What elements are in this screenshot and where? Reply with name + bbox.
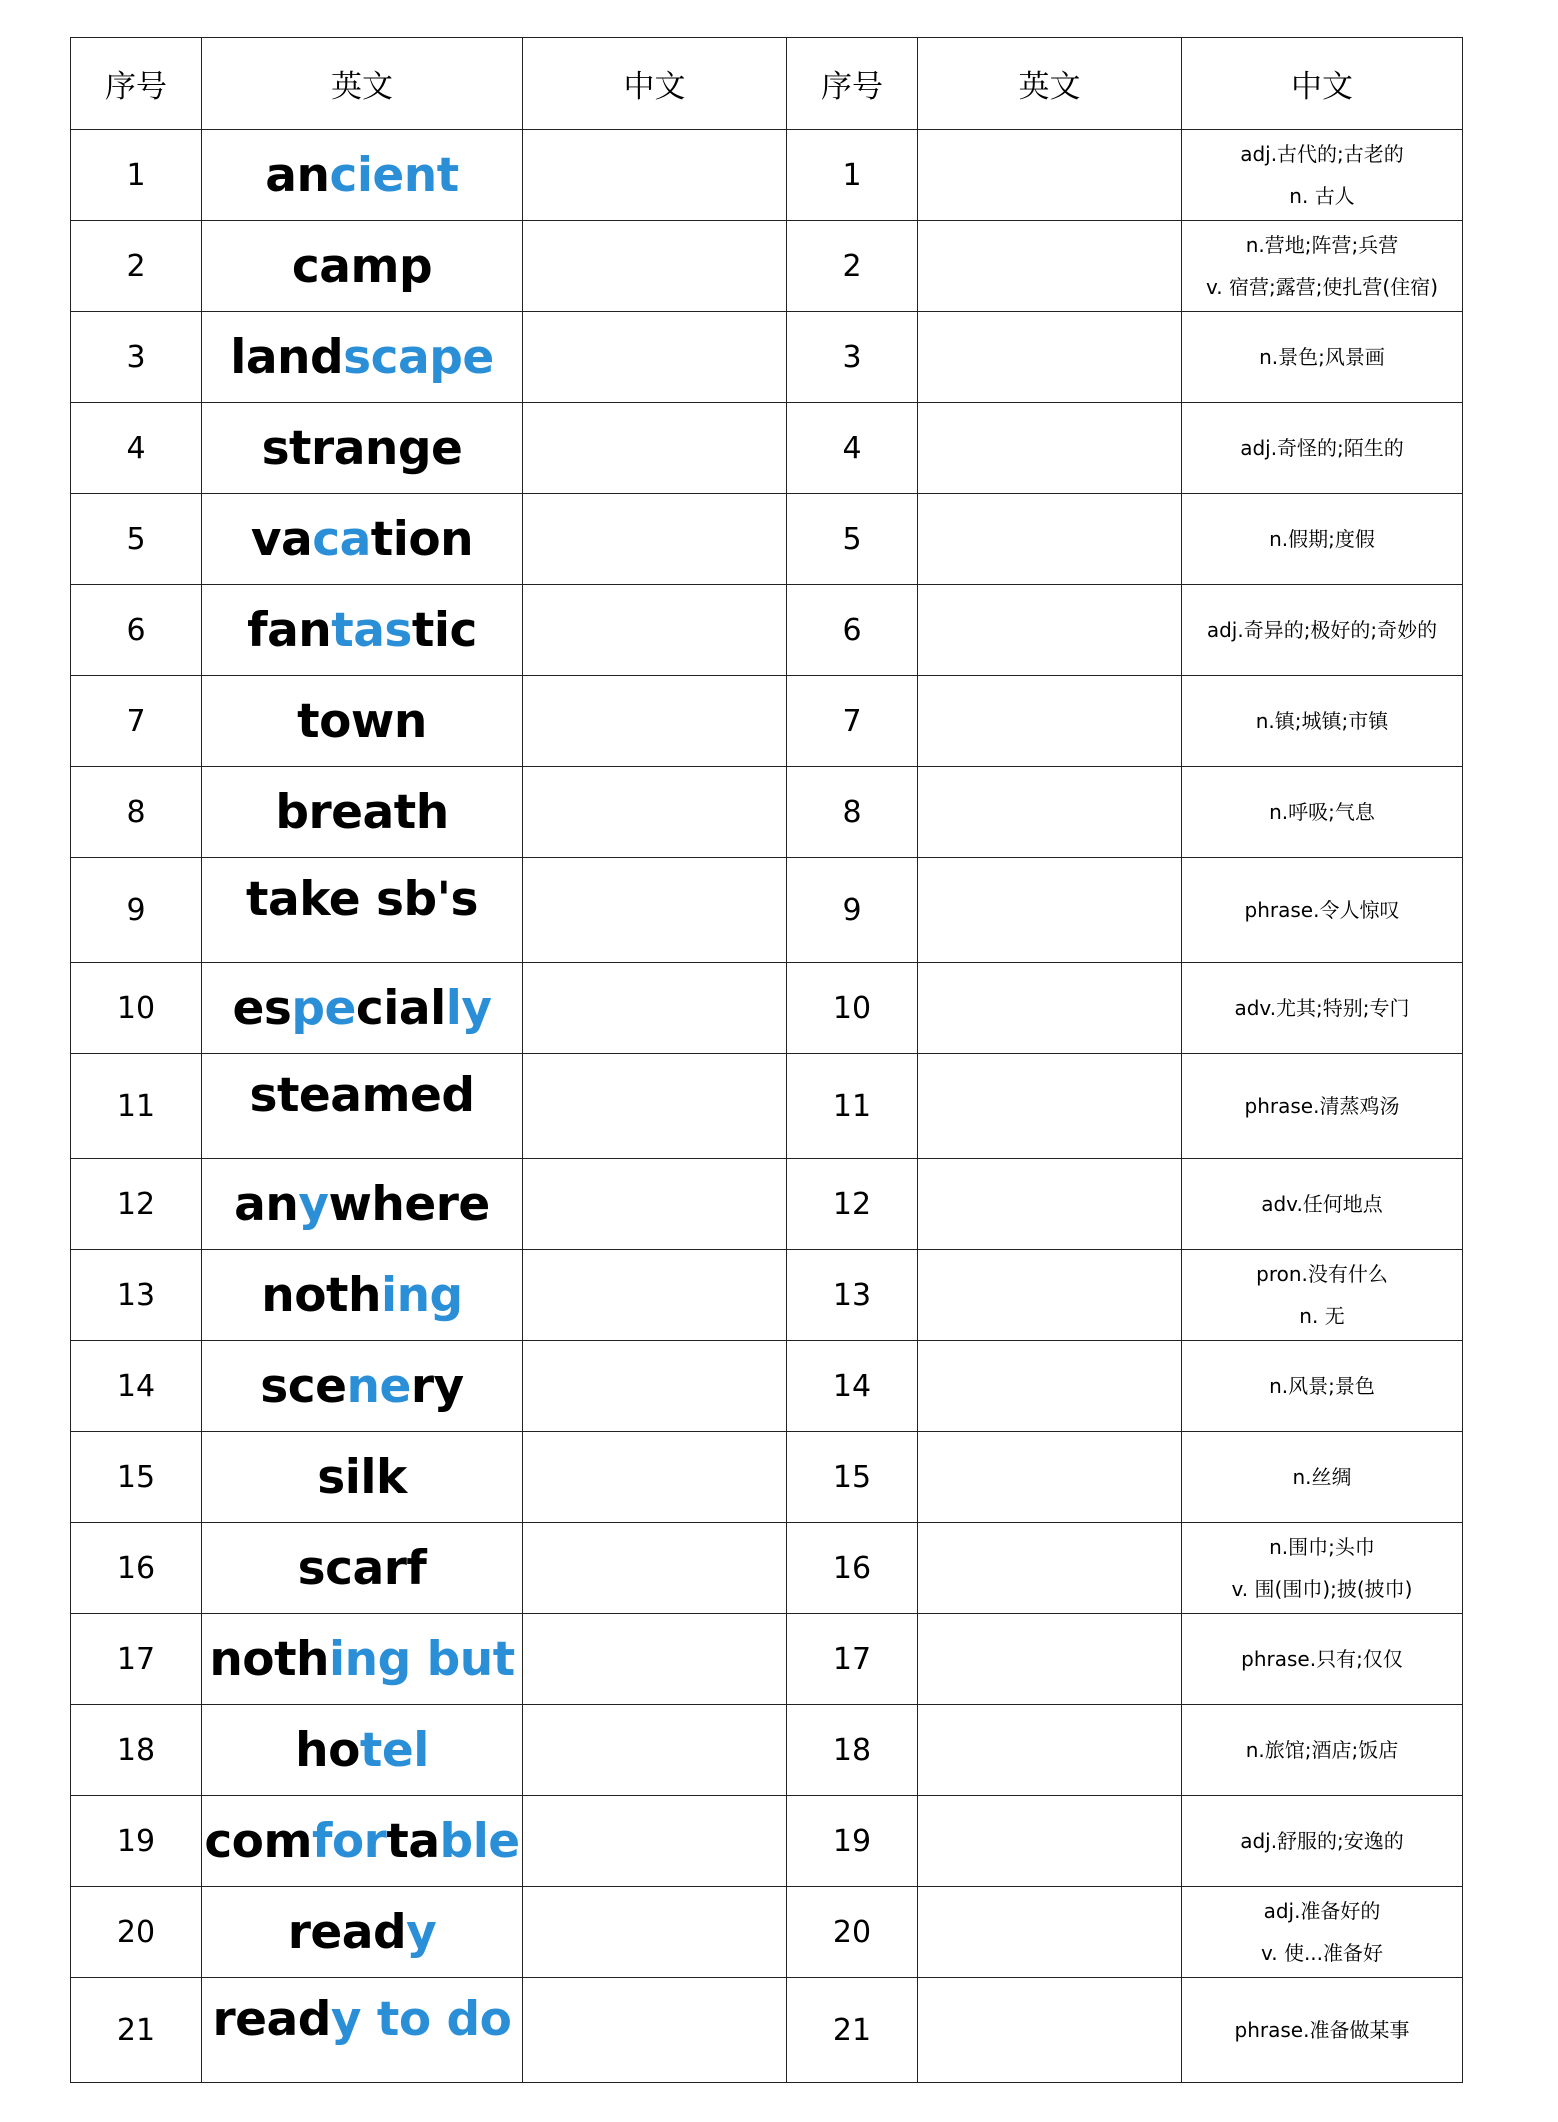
chinese-meaning bbox=[1182, 494, 1463, 585]
word-segment: camp bbox=[291, 238, 433, 294]
english-word bbox=[202, 585, 523, 676]
chinese-meaning bbox=[1182, 1523, 1463, 1614]
meaning-line: n.假期;度假 bbox=[1269, 527, 1375, 551]
table-row bbox=[71, 403, 1463, 494]
row-index-left: 8 bbox=[71, 767, 202, 858]
english-word bbox=[202, 221, 523, 312]
table-row bbox=[71, 963, 1463, 1054]
row-index-left: 3 bbox=[71, 312, 202, 403]
row-index-left: 7 bbox=[71, 676, 202, 767]
english-blank-right bbox=[918, 1705, 1182, 1796]
meaning-line: phrase.准备做某事 bbox=[1234, 2018, 1410, 2042]
row-index-left: 20 bbox=[71, 1887, 202, 1978]
row-index-left: 21 bbox=[71, 1978, 202, 2083]
word-segment: ta bbox=[386, 1813, 440, 1869]
word-highlight-segment: cient bbox=[329, 147, 459, 203]
meaning-line: adj.奇怪的;陌生的 bbox=[1240, 436, 1404, 460]
row-index-right: 19 bbox=[787, 1796, 918, 1887]
english-blank-right bbox=[918, 585, 1182, 676]
header-index-left: 序号 bbox=[71, 38, 202, 130]
english-word bbox=[202, 403, 523, 494]
word-segment: fan bbox=[247, 602, 332, 658]
row-index-right: 12 bbox=[787, 1159, 918, 1250]
table-row bbox=[71, 1523, 1463, 1614]
word-segment: noth bbox=[261, 1267, 381, 1323]
word-highlight-segment: ne bbox=[346, 1358, 411, 1414]
word-highlight-segment: y bbox=[298, 1176, 329, 1232]
english-word bbox=[202, 312, 523, 403]
row-index-left: 1 bbox=[71, 130, 202, 221]
meaning-line: phrase.只有;仅仅 bbox=[1241, 1647, 1403, 1671]
chinese-meaning bbox=[1182, 1432, 1463, 1523]
word-segment: sce bbox=[260, 1358, 347, 1414]
english-blank-right bbox=[918, 1054, 1182, 1159]
word-highlight-segment: ble bbox=[439, 1813, 520, 1869]
meaning-line: n.营地;阵营;兵营 bbox=[1245, 233, 1399, 257]
row-index-right: 20 bbox=[787, 1887, 918, 1978]
word-highlight-segment: scape bbox=[343, 329, 494, 385]
chinese-blank-left bbox=[523, 1887, 787, 1978]
english-word bbox=[202, 1159, 523, 1250]
english-word bbox=[202, 1705, 523, 1796]
word-segment: read bbox=[287, 1904, 407, 1960]
chinese-meaning bbox=[1182, 1887, 1463, 1978]
word-segment: an bbox=[265, 147, 330, 203]
english-blank-right bbox=[918, 312, 1182, 403]
word-highlight-segment: tel bbox=[359, 1722, 429, 1778]
english-word bbox=[202, 858, 523, 963]
english-word bbox=[202, 1054, 523, 1159]
english-word bbox=[202, 1796, 523, 1887]
row-index-left: 19 bbox=[71, 1796, 202, 1887]
english-blank-right bbox=[918, 858, 1182, 963]
table-row bbox=[71, 312, 1463, 403]
meaning-line: n. 古人 bbox=[1289, 184, 1355, 208]
chinese-meaning bbox=[1182, 585, 1463, 676]
chinese-meaning bbox=[1182, 963, 1463, 1054]
word-segment: com bbox=[204, 1813, 312, 1869]
meaning-line: v. 围(围巾);披(披巾) bbox=[1231, 1577, 1413, 1601]
row-index-right: 14 bbox=[787, 1341, 918, 1432]
table-row bbox=[71, 1250, 1463, 1341]
english-word bbox=[202, 130, 523, 221]
header-chinese-right: 中文 bbox=[1182, 38, 1463, 130]
row-index-left: 13 bbox=[71, 1250, 202, 1341]
row-index-right: 18 bbox=[787, 1705, 918, 1796]
row-index-left: 12 bbox=[71, 1159, 202, 1250]
chinese-blank-left bbox=[523, 403, 787, 494]
word-highlight-segment: for bbox=[311, 1813, 387, 1869]
row-index-left: 10 bbox=[71, 963, 202, 1054]
row-index-right: 5 bbox=[787, 494, 918, 585]
word-highlight-segment: ca bbox=[312, 511, 371, 567]
meaning-line: n.围巾;头巾 bbox=[1269, 1535, 1375, 1559]
english-blank-right bbox=[918, 1159, 1182, 1250]
meaning-line: n.景色;风景画 bbox=[1259, 345, 1385, 369]
word-highlight-segment: tas bbox=[331, 602, 412, 658]
english-word bbox=[202, 767, 523, 858]
row-index-right: 2 bbox=[787, 221, 918, 312]
english-blank-right bbox=[918, 963, 1182, 1054]
table-row bbox=[71, 1159, 1463, 1250]
row-index-right: 17 bbox=[787, 1614, 918, 1705]
chinese-blank-left bbox=[523, 1341, 787, 1432]
row-index-right: 13 bbox=[787, 1250, 918, 1341]
row-index-left: 5 bbox=[71, 494, 202, 585]
chinese-blank-left bbox=[523, 858, 787, 963]
chinese-blank-left bbox=[523, 585, 787, 676]
row-index-right: 3 bbox=[787, 312, 918, 403]
meaning-line: pron.没有什么 bbox=[1256, 1262, 1388, 1286]
row-index-left: 11 bbox=[71, 1054, 202, 1159]
word-highlight-segment: ing but bbox=[329, 1631, 515, 1687]
word-segment: cial bbox=[355, 980, 446, 1036]
chinese-blank-left bbox=[523, 1523, 787, 1614]
row-index-left: 16 bbox=[71, 1523, 202, 1614]
row-index-left: 6 bbox=[71, 585, 202, 676]
meaning-line: n.旅馆;酒店;饭店 bbox=[1245, 1738, 1399, 1762]
chinese-blank-left bbox=[523, 1250, 787, 1341]
meaning-line: adj.舒服的;安逸的 bbox=[1240, 1829, 1404, 1853]
word-segment: steamed bbox=[249, 1068, 475, 1123]
meaning-line: adj.准备好的 bbox=[1263, 1899, 1381, 1923]
chinese-blank-left bbox=[523, 221, 787, 312]
english-word bbox=[202, 1523, 523, 1614]
meaning-line: adj.古代的;古老的 bbox=[1240, 142, 1404, 166]
english-blank-right bbox=[918, 494, 1182, 585]
english-blank-right bbox=[918, 1250, 1182, 1341]
chinese-blank-left bbox=[523, 1432, 787, 1523]
english-blank-right bbox=[918, 676, 1182, 767]
meaning-line: adj.奇异的;极好的;奇妙的 bbox=[1206, 618, 1438, 642]
word-segment: ho bbox=[295, 1722, 360, 1778]
table-row bbox=[71, 1978, 1463, 2083]
chinese-meaning bbox=[1182, 1705, 1463, 1796]
chinese-blank-left bbox=[523, 1614, 787, 1705]
chinese-meaning bbox=[1182, 312, 1463, 403]
word-highlight-segment: y bbox=[406, 1904, 437, 1960]
english-word bbox=[202, 1614, 523, 1705]
english-blank-right bbox=[918, 1887, 1182, 1978]
word-highlight-segment: y to do bbox=[330, 1992, 512, 2047]
word-segment: strange bbox=[261, 420, 463, 476]
chinese-meaning bbox=[1182, 403, 1463, 494]
row-index-right: 15 bbox=[787, 1432, 918, 1523]
header-chinese-left: 中文 bbox=[523, 38, 787, 130]
table-row bbox=[71, 1054, 1463, 1159]
meaning-line: phrase.清蒸鸡汤 bbox=[1244, 1094, 1400, 1118]
word-segment: an bbox=[234, 1176, 299, 1232]
row-index-right: 6 bbox=[787, 585, 918, 676]
chinese-meaning bbox=[1182, 1796, 1463, 1887]
meaning-line: v. 使...准备好 bbox=[1260, 1941, 1384, 1965]
row-index-right: 16 bbox=[787, 1523, 918, 1614]
table-row bbox=[71, 1796, 1463, 1887]
chinese-meaning bbox=[1182, 1250, 1463, 1341]
header-index-right: 序号 bbox=[787, 38, 918, 130]
row-index-right: 8 bbox=[787, 767, 918, 858]
table-header-row bbox=[71, 38, 1463, 130]
word-segment: es bbox=[232, 980, 292, 1036]
english-word bbox=[202, 1887, 523, 1978]
row-index-left: 14 bbox=[71, 1341, 202, 1432]
table-row bbox=[71, 767, 1463, 858]
meaning-line: adv.任何地点 bbox=[1261, 1192, 1383, 1216]
row-index-right: 9 bbox=[787, 858, 918, 963]
chinese-blank-left bbox=[523, 1159, 787, 1250]
word-segment: land bbox=[230, 329, 344, 385]
chinese-blank-left bbox=[523, 494, 787, 585]
chinese-meaning bbox=[1182, 1978, 1463, 2083]
header-english-right: 英文 bbox=[918, 38, 1182, 130]
chinese-meaning bbox=[1182, 676, 1463, 767]
chinese-meaning bbox=[1182, 1341, 1463, 1432]
vocabulary-table bbox=[70, 37, 1463, 2083]
word-segment: ry bbox=[410, 1358, 464, 1414]
row-index-right: 4 bbox=[787, 403, 918, 494]
table-body bbox=[71, 130, 1463, 2083]
row-index-right: 21 bbox=[787, 1978, 918, 2083]
meaning-line: adv.尤其;特别;专门 bbox=[1234, 996, 1410, 1020]
row-index-left: 9 bbox=[71, 858, 202, 963]
chinese-meaning bbox=[1182, 130, 1463, 221]
row-index-left: 2 bbox=[71, 221, 202, 312]
word-segment: town bbox=[297, 693, 427, 749]
english-word bbox=[202, 1432, 523, 1523]
meaning-line: n.丝绸 bbox=[1292, 1465, 1352, 1489]
english-blank-right bbox=[918, 1614, 1182, 1705]
word-highlight-segment: ing bbox=[380, 1267, 463, 1323]
english-blank-right bbox=[918, 221, 1182, 312]
word-highlight-segment: ly bbox=[445, 980, 492, 1036]
row-index-right: 11 bbox=[787, 1054, 918, 1159]
word-segment: va bbox=[250, 511, 313, 567]
table-row bbox=[71, 221, 1463, 312]
header-english-left: 英文 bbox=[202, 38, 523, 130]
chinese-meaning bbox=[1182, 1614, 1463, 1705]
chinese-meaning bbox=[1182, 221, 1463, 312]
table-row bbox=[71, 494, 1463, 585]
table-row bbox=[71, 1887, 1463, 1978]
english-blank-right bbox=[918, 1523, 1182, 1614]
english-blank-right bbox=[918, 130, 1182, 221]
chinese-blank-left bbox=[523, 312, 787, 403]
chinese-blank-left bbox=[523, 1054, 787, 1159]
row-index-right: 1 bbox=[787, 130, 918, 221]
word-segment: tion bbox=[370, 511, 474, 567]
word-segment: take sb's bbox=[246, 872, 478, 927]
row-index-right: 10 bbox=[787, 963, 918, 1054]
table-row bbox=[71, 1432, 1463, 1523]
english-blank-right bbox=[918, 1796, 1182, 1887]
table-row bbox=[71, 1705, 1463, 1796]
chinese-meaning bbox=[1182, 858, 1463, 963]
chinese-meaning bbox=[1182, 767, 1463, 858]
chinese-blank-left bbox=[523, 130, 787, 221]
english-blank-right bbox=[918, 1341, 1182, 1432]
chinese-blank-left bbox=[523, 676, 787, 767]
english-word bbox=[202, 963, 523, 1054]
row-index-left: 4 bbox=[71, 403, 202, 494]
english-blank-right bbox=[918, 767, 1182, 858]
word-segment: silk bbox=[317, 1449, 407, 1505]
chinese-blank-left bbox=[523, 767, 787, 858]
chinese-blank-left bbox=[523, 963, 787, 1054]
word-segment: where bbox=[328, 1176, 490, 1232]
english-word bbox=[202, 1250, 523, 1341]
word-segment: read bbox=[212, 1992, 331, 2047]
word-segment: tic bbox=[411, 602, 477, 658]
chinese-blank-left bbox=[523, 1978, 787, 2083]
table-row bbox=[71, 1341, 1463, 1432]
table-row bbox=[71, 676, 1463, 767]
table-row bbox=[71, 585, 1463, 676]
chinese-meaning bbox=[1182, 1054, 1463, 1159]
row-index-left: 18 bbox=[71, 1705, 202, 1796]
row-index-left: 15 bbox=[71, 1432, 202, 1523]
meaning-line: n. 无 bbox=[1299, 1304, 1345, 1328]
chinese-blank-left bbox=[523, 1796, 787, 1887]
english-blank-right bbox=[918, 1432, 1182, 1523]
chinese-blank-left bbox=[523, 1705, 787, 1796]
meaning-line: v. 宿营;露营;使扎营(住宿) bbox=[1205, 275, 1439, 299]
word-segment: scarf bbox=[297, 1540, 427, 1596]
english-blank-right bbox=[918, 1978, 1182, 2083]
meaning-line: n.呼吸;气息 bbox=[1269, 800, 1375, 824]
table-row bbox=[71, 130, 1463, 221]
english-word bbox=[202, 1341, 523, 1432]
english-word bbox=[202, 1978, 523, 2083]
word-segment: noth bbox=[209, 1631, 330, 1687]
table-row bbox=[71, 858, 1463, 963]
meaning-line: n.风景;景色 bbox=[1269, 1374, 1375, 1398]
chinese-meaning bbox=[1182, 1159, 1463, 1250]
row-index-left: 17 bbox=[71, 1614, 202, 1705]
english-blank-right bbox=[918, 403, 1182, 494]
english-word bbox=[202, 676, 523, 767]
table-row bbox=[71, 1614, 1463, 1705]
word-highlight-segment: pe bbox=[291, 980, 356, 1036]
row-index-right: 7 bbox=[787, 676, 918, 767]
meaning-line: phrase.令人惊叹 bbox=[1244, 898, 1400, 922]
english-word bbox=[202, 494, 523, 585]
meaning-line: n.镇;城镇;市镇 bbox=[1255, 709, 1389, 733]
word-segment: breath bbox=[275, 784, 449, 840]
